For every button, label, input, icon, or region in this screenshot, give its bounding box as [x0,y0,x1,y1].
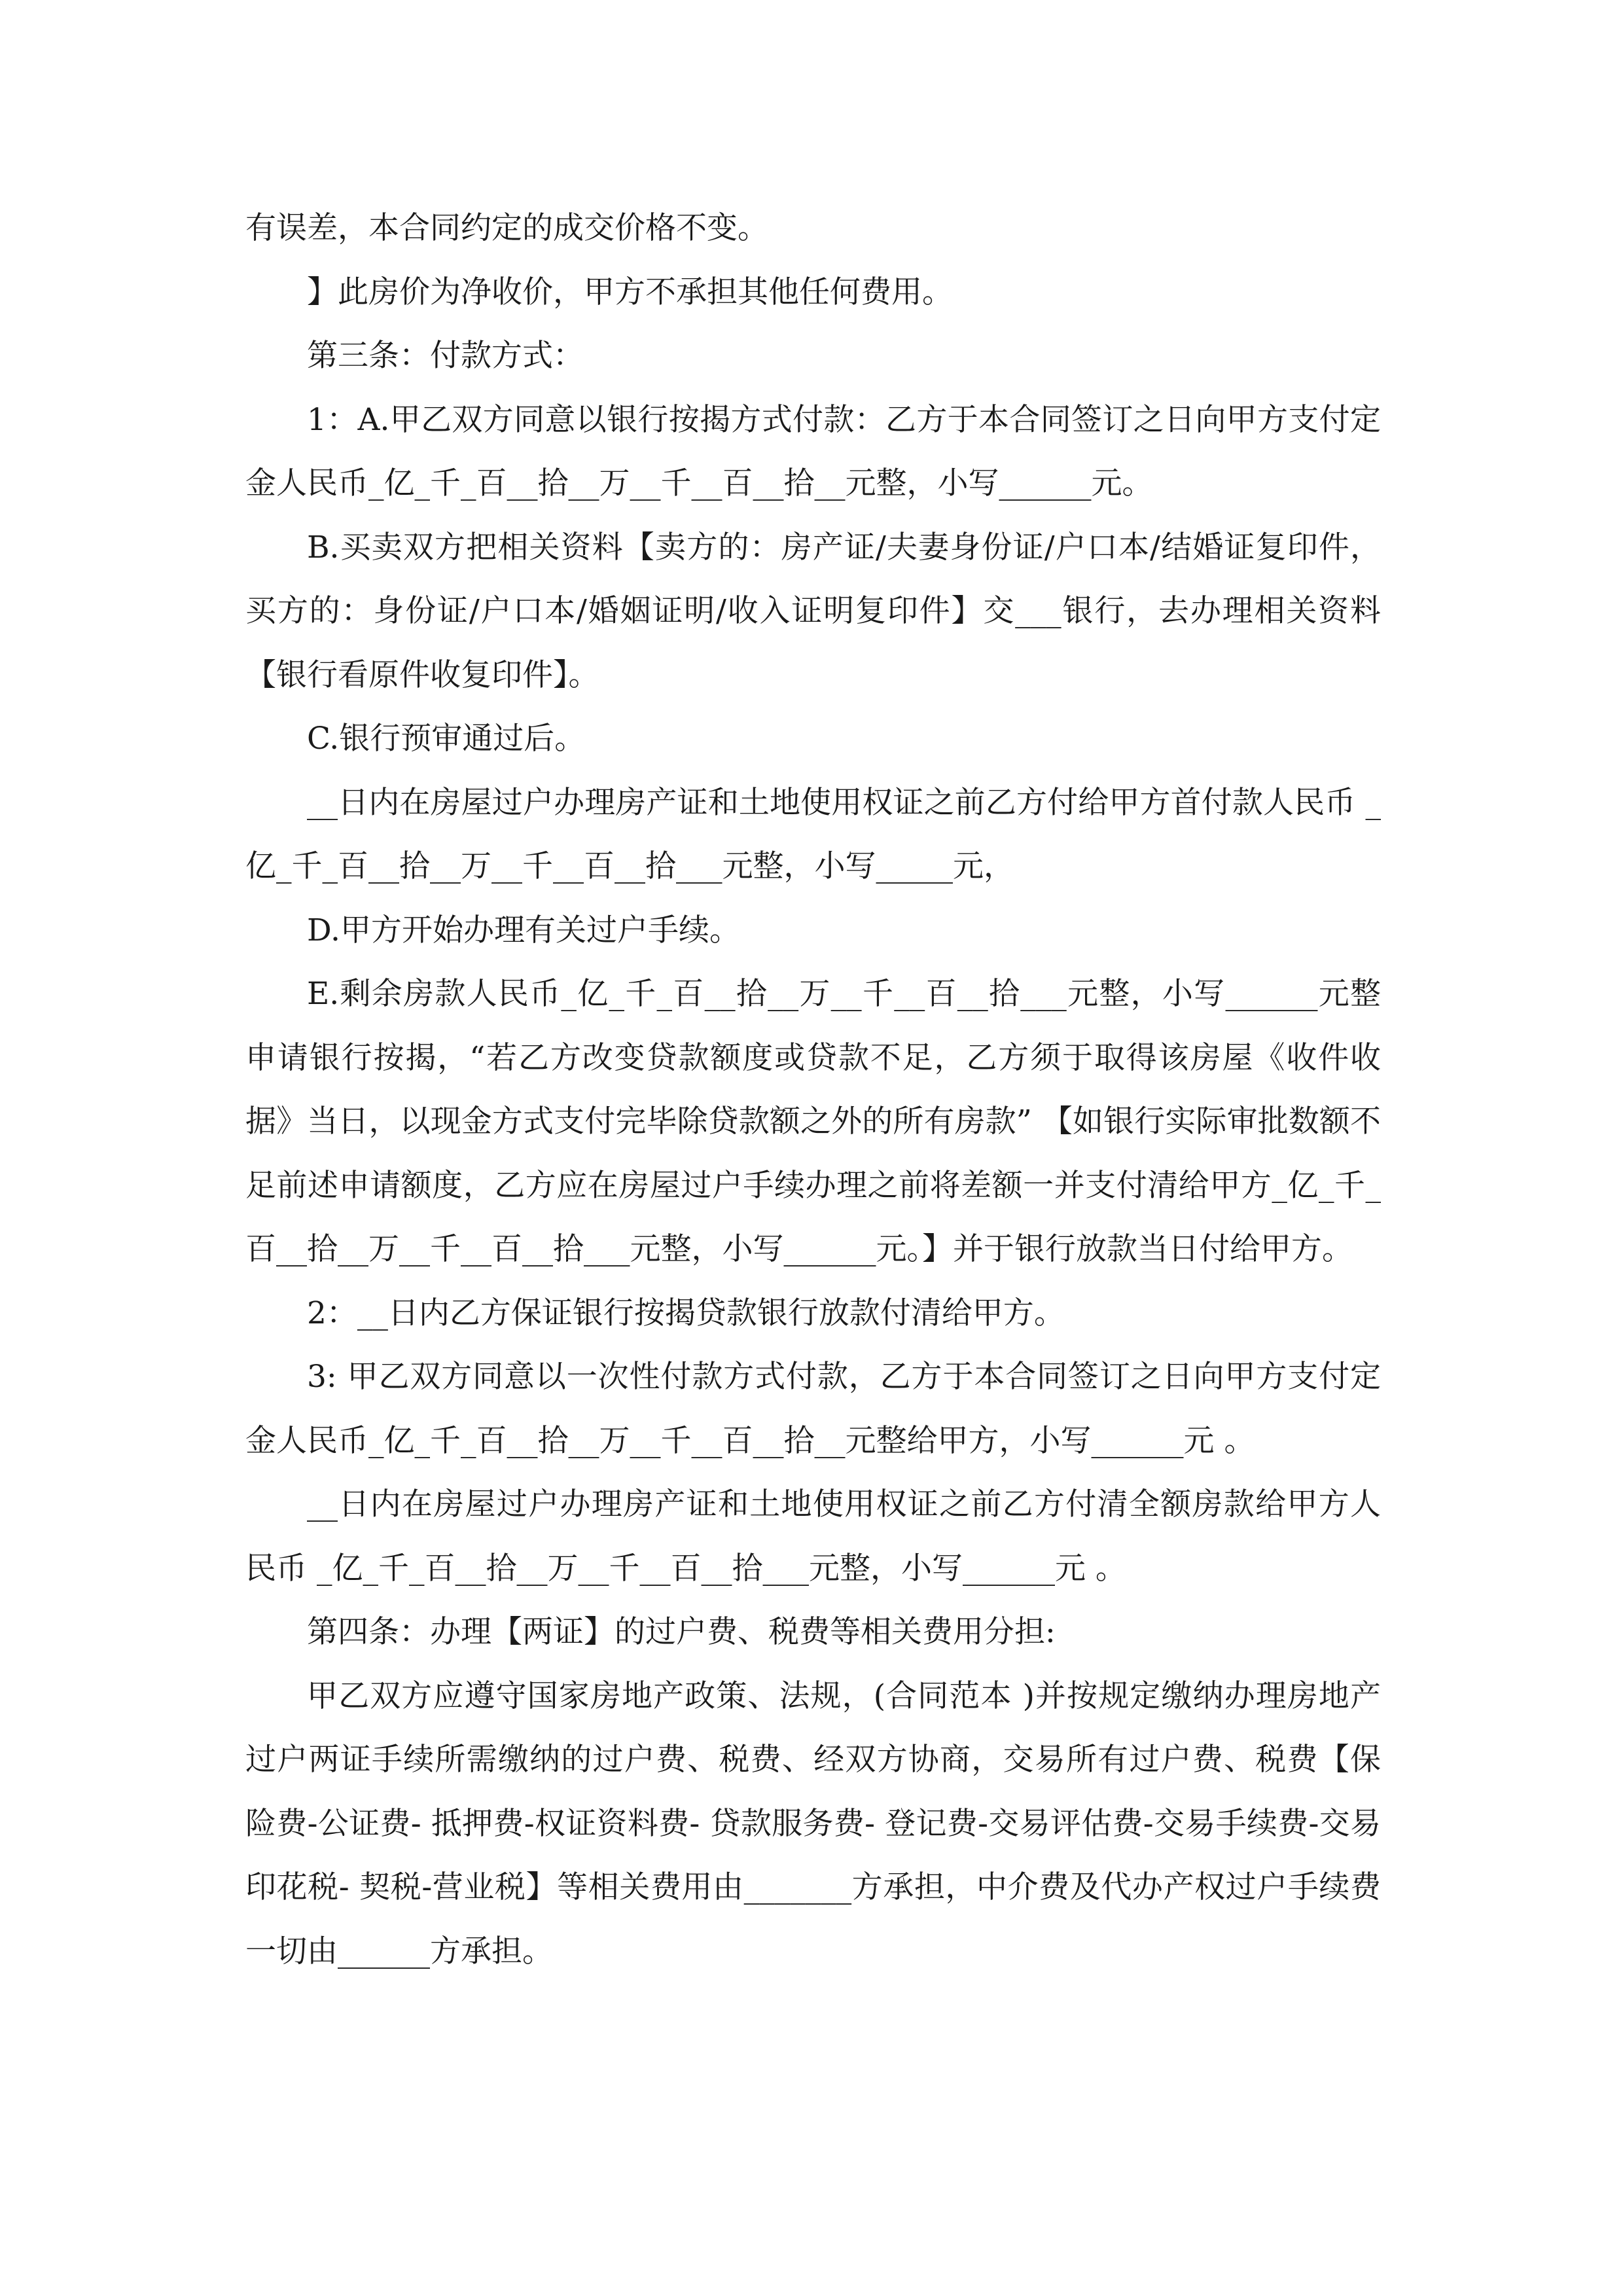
paragraph-fees: 甲乙双方应遵守国家房地产政策、法规，(合同范本 )并按规定缴纳办理房地产过户两证手续所需缴纳的过户费、税费、经双方协商，交易所有过户费、税费【保险费-公证费- 抵押费-权证资料费- 贷款服务费- 登记费-交易评估费-交易手续费-交易印花税- 契税-营业税】等相关费用由_______方承担，中介费及代办产权过户手续费一切由______方承担。 [245,1677,1381,1969]
paragraph-price-note: 有误差，本合同约定的成交价格不变。 [245,210,768,246]
paragraph-1b-documents: B.买卖双方把相关资料【卖方的：房产证/夫妻身份证/户口本/结婚证复印件，买方的：身份证/户口本/婚姻证明/收入证明复印件】交___银行，去办理相关资料【银行看原件收复印件】。 [245,529,1381,693]
paragraph-down-payment: __日内在房屋过户办理房产证和土地使用权证之前乙方付给甲方首付款人民币 _亿_千_百__拾__万__千__百__拾___元整，小写_____元， [245,784,1381,884]
heading-article-4: 第四条：办理【两证】的过户费、税费等相关费用分担: [307,1614,1056,1650]
heading-article-3: 第三条：付款方式： [307,338,584,374]
paragraph-net-price: 】此房价为净收价，甲方不承担其他任何费用。 [307,274,953,310]
contract-body [245,196,1381,1983]
paragraph-1e-remaining: E.剩余房款人民币_亿_千_百__拾__万__千__百__拾___元整，小写______元整申请银行按揭，“若乙方改变贷款额度或贷款不足，乙方须于取得该房屋《收件收据》当日，以现金方式支付完毕除贷款额之外的所有房款” 【如银行实际审批数额不足前述申请额度，乙方应在房屋过户手续办理之前将差额一并支付清给甲方_亿_千_百__拾__万__千__百__拾___元整，小写______元。】并于银行放款当日付给甲方。 [245,976,1381,1267]
paragraph-2-loan: 2：__日内乙方保证银行按揭贷款银行放款付清给甲方。 [307,1295,1065,1331]
paragraph-1c-bank-review: C.银行预审通过后。 [307,721,586,757]
paragraph-3-lump-sum: 3: 甲乙双方同意以一次性付款方式付款，乙方于本合同签订之日向甲方支付定金人民币_亿_千_百__拾__万__千__百__拾__元整给甲方，小写______元 。 [245,1359,1381,1459]
paragraph-1a-mortgage: 1：A.甲乙双方同意以银行按揭方式付款：乙方于本合同签订之日向甲方支付定金人民币_亿_千_百__拾__万__千__百__拾__元整，小写______元。 [245,401,1381,501]
paragraph-full-payment: __日内在房屋过户办理房产证和土地使用权证之前乙方付清全额房款给甲方人民币 _亿_千_百__拾__万__千__百__拾___元整，小写______元 。 [245,1486,1381,1587]
paragraph-1d-transfer: D.甲方开始办理有关过户手续。 [307,912,740,948]
